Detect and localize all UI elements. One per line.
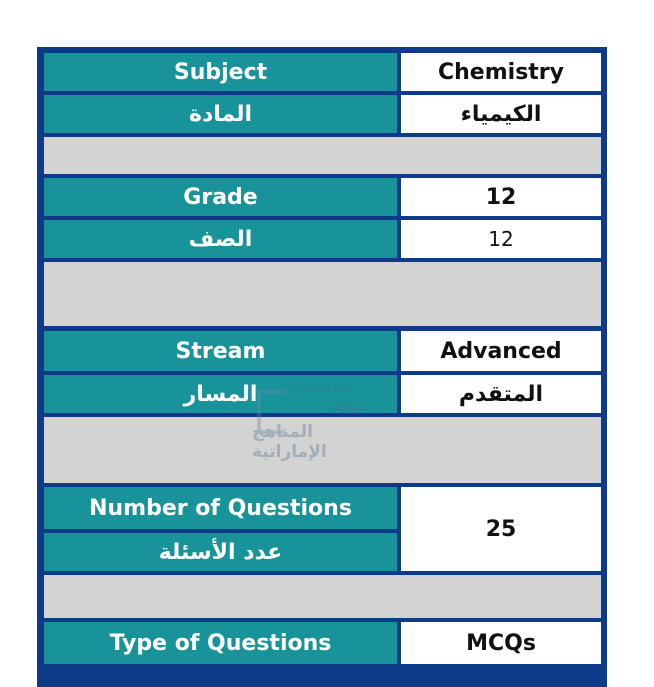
stream-label: Stream xyxy=(44,331,397,371)
questions-label: Number of Questions xyxy=(44,487,397,529)
grade-label: Grade xyxy=(44,178,397,216)
subject-label-arabic: المادة xyxy=(44,95,397,133)
questions-value: 25 xyxy=(401,487,601,571)
subject-value-arabic: الكيمياء xyxy=(401,95,601,133)
watermark-url: almanahj.com xyxy=(288,384,352,394)
grade-value-arabic: 12 xyxy=(401,220,601,258)
spacer-row xyxy=(44,417,601,483)
type-value: MCQs xyxy=(401,622,601,664)
type-label: Type of Questions xyxy=(44,622,397,664)
subject-label: Subject xyxy=(44,53,397,91)
grade-value: 12 xyxy=(401,178,601,216)
stream-label-arabic: المسار xyxy=(44,375,397,413)
questions-label-arabic: عدد الأسئلة xyxy=(44,533,397,571)
stream-value-arabic: المتقدم xyxy=(401,375,601,413)
watermark-line2: المناهج الإماراتية xyxy=(252,422,327,462)
stream-value: Advanced xyxy=(401,331,601,371)
subject-value: Chemistry xyxy=(401,53,601,91)
spacer-row xyxy=(44,137,601,174)
grade-label-arabic: الصف xyxy=(44,220,397,258)
watermark-line1: موقع xyxy=(332,400,366,415)
info-table xyxy=(37,47,607,687)
spacer-row xyxy=(44,575,601,618)
spacer-row xyxy=(44,262,601,326)
